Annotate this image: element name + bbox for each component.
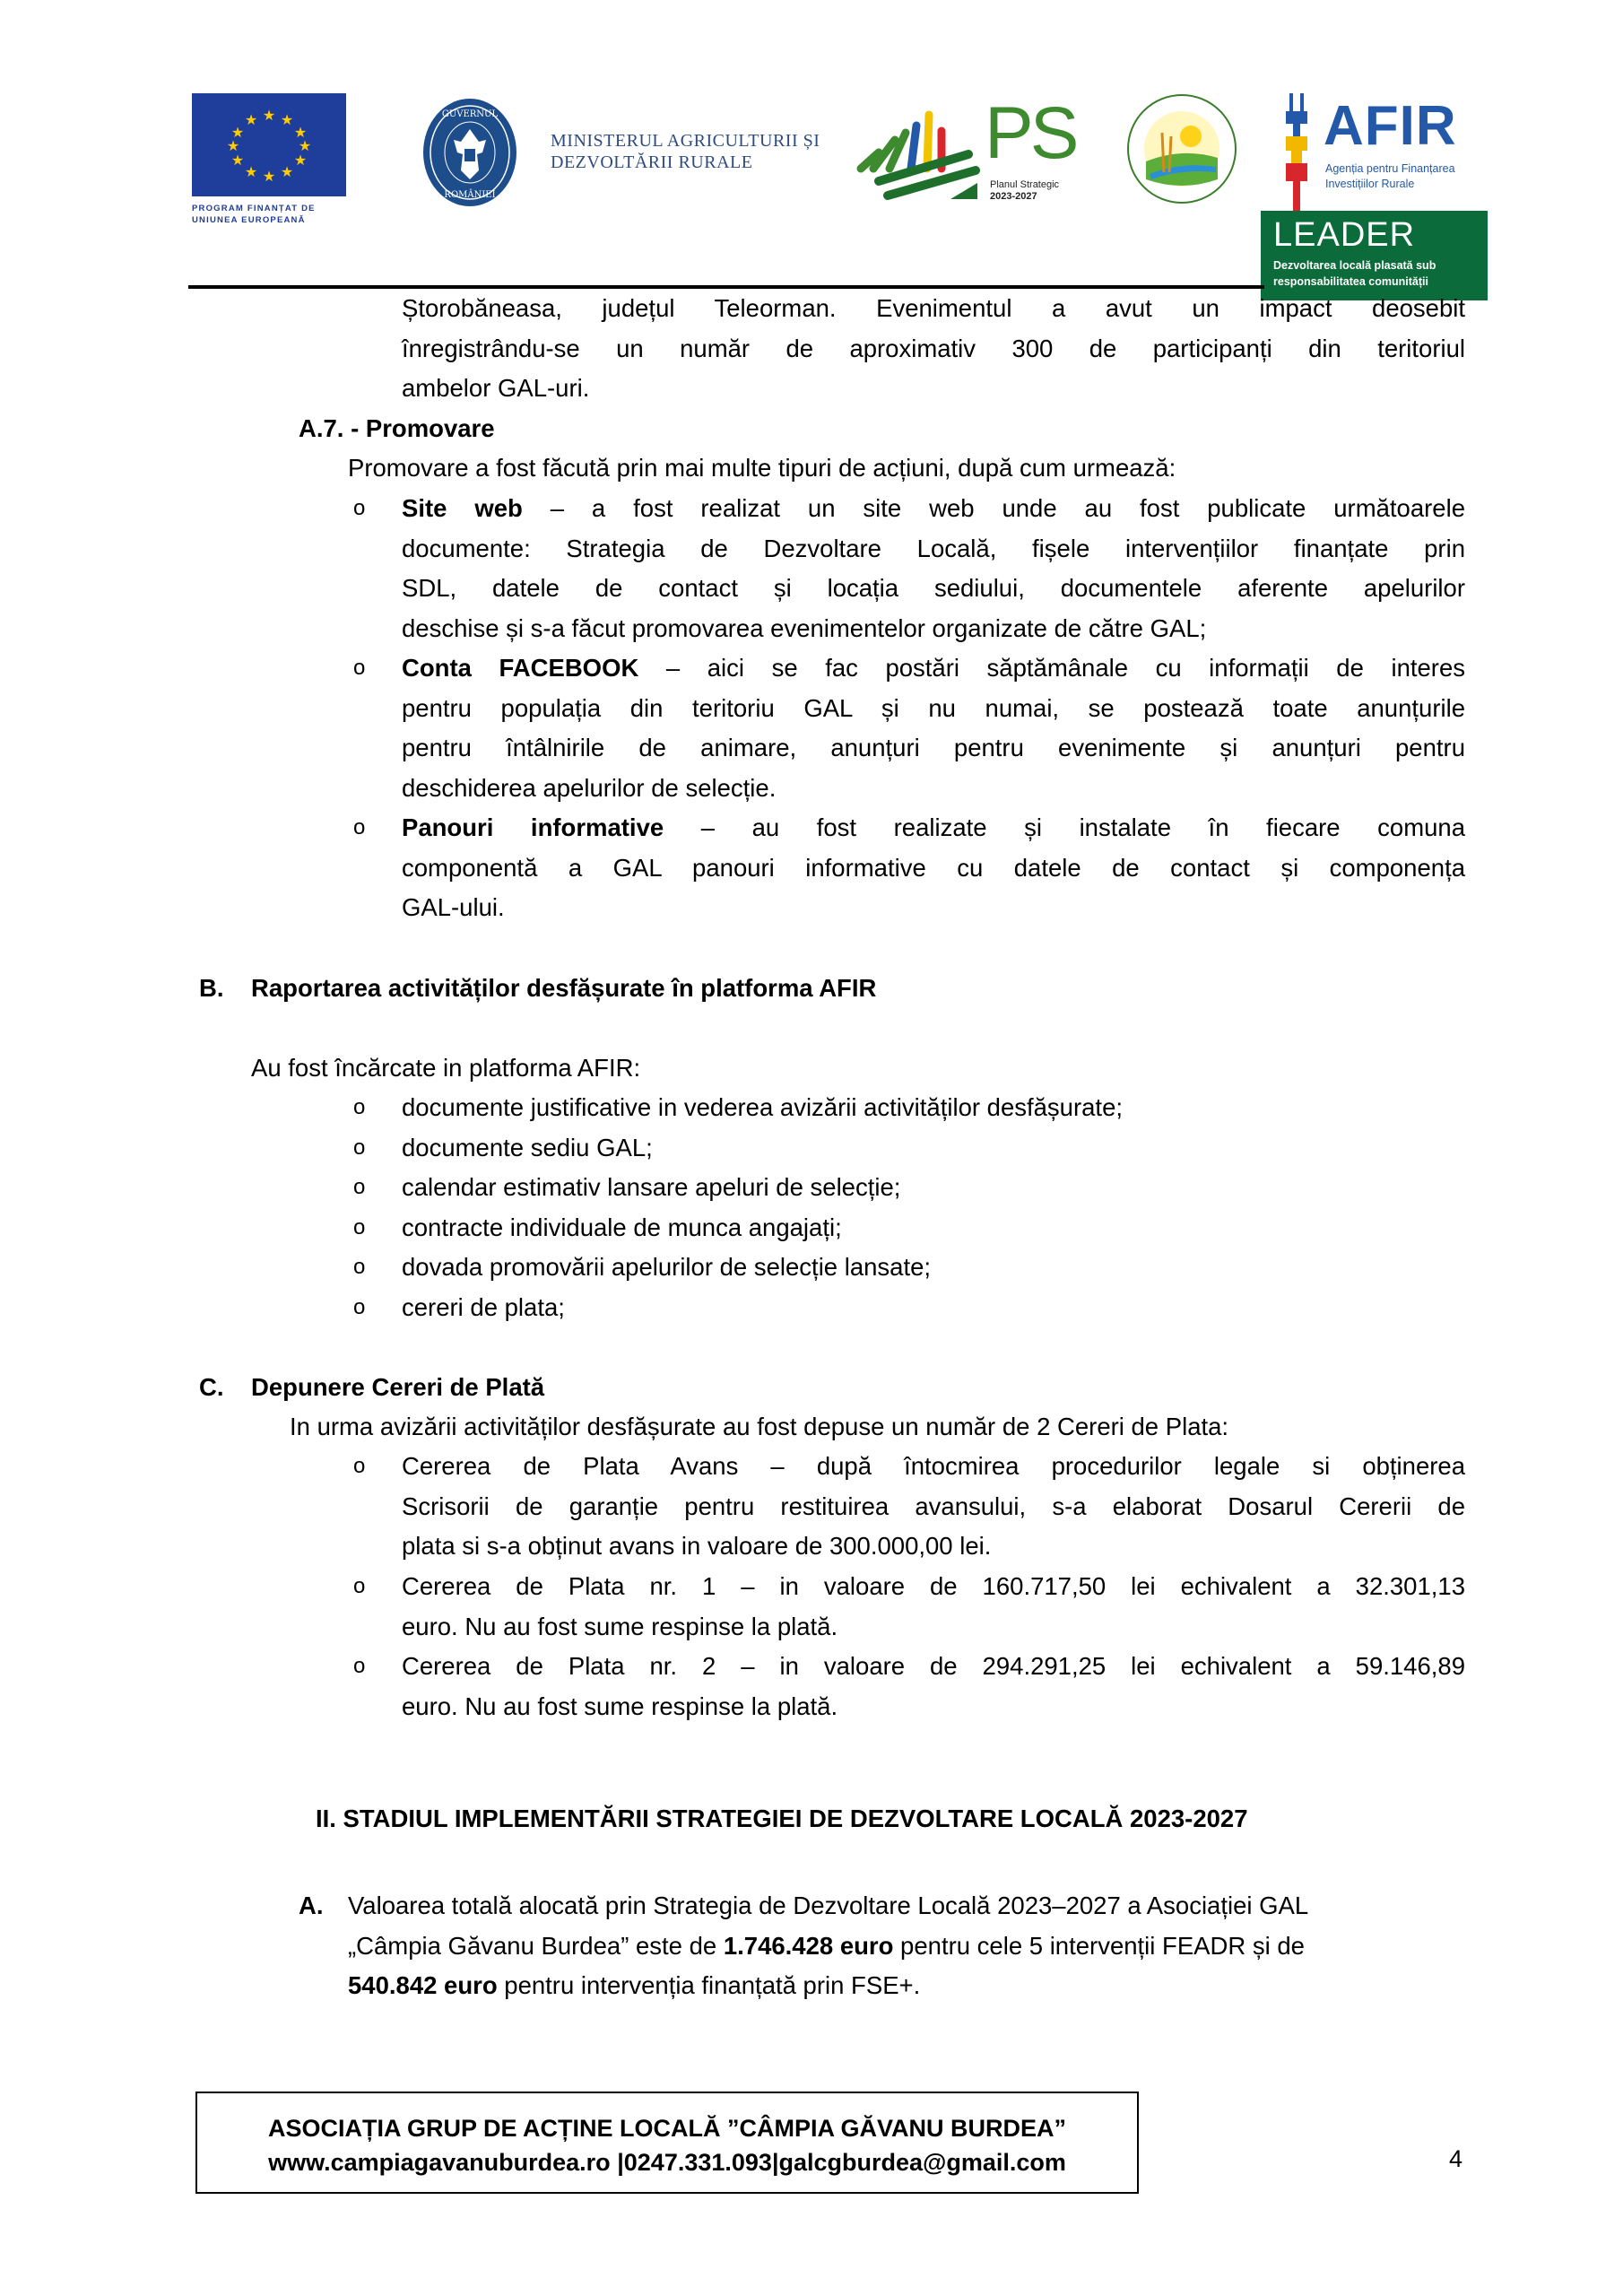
text-line: Cererea de Plata nr. 1 – in valoare de 160.717,50 lei echivalent a 32.301,13: [402, 1572, 1465, 1600]
ps-sub-line2: 2023-2027: [990, 191, 1037, 202]
separator: |: [617, 2149, 624, 2176]
text-line: înregistrându-se un număr de aproximativ 300 de participanți din teritoriul: [402, 334, 1465, 362]
list-item-facebook: [402, 648, 1465, 808]
text-line: Scrisorii de garanție pentru restituirea avansului, s-a elaborat Dosarul Cererii de: [402, 1492, 1465, 1520]
section-b-heading: Raportarea activităților desfășurate în platforma AFIR: [251, 974, 877, 1002]
eu-caption-line2: UNIUNEA EUROPEANĂ: [192, 215, 306, 225]
government-seal-logo: [421, 97, 518, 208]
section-ii-heading: II. STADIUL IMPLEMENTĂRII STRATEGIEI DE DEZVOLTARE LOCALĂ 2023-2027: [316, 1805, 1248, 1832]
list-item-text: contracte individuale de munca angajați;: [402, 1213, 842, 1241]
text-line: pentru întâlnirile de animare, anunțuri pentru evenimente și anunțuri pentru: [402, 734, 1465, 761]
section-b-letter: B.: [199, 974, 224, 1002]
text-line: ambelor GAL-uri.: [402, 374, 590, 402]
planul-strategic-logo: [852, 106, 986, 206]
text-line: Valoarea totală alocată prin Strategia de Dezvoltare Locală 2023–2027 a Asociației GAL: [348, 1892, 1309, 1919]
svg-text:GUVERNUL: GUVERNUL: [441, 109, 499, 119]
item-label: Panouri informative: [402, 813, 664, 841]
footer-email-link[interactable]: galcgburdea@gmail.com: [778, 2149, 1066, 2176]
fse-amount: 540.842 euro: [348, 1971, 498, 1999]
text-line: [348, 1966, 1465, 2006]
bullet-icon: o: [353, 1654, 366, 1678]
text-line: SDL, datele de contact și locația sediului, documentele aferente apelurilor: [402, 574, 1465, 602]
ps-sub-line1: Planul Strategic: [990, 179, 1060, 190]
afir-sub-line2: Investițiilor Rurale: [1325, 178, 1415, 190]
list-item-cerere-1: [402, 1567, 1465, 1647]
svg-text:★: ★: [262, 107, 276, 124]
section-c-intro: In urma avizării activităților desfășurate au fost depuse un număr de 2 Cereri de Plata:: [290, 1413, 1229, 1440]
list-item-text: documente justificative in vederea avizării activităților desfășurate;: [402, 1093, 1123, 1121]
afir-mark-icon: [1284, 93, 1309, 212]
text-span: „Câmpia Găvanu Burdea” este de: [348, 1931, 724, 1960]
bullet-icon: o: [353, 1095, 366, 1119]
item-text: – a fost realizat un site web unde au fost publicate următoarele: [522, 494, 1465, 522]
bullet-icon: o: [353, 496, 366, 520]
item-label: Conta FACEBOOK: [402, 654, 639, 682]
text-line: Cererea de Plata nr. 2 – in valoare de 294.291,25 lei echivalent a 59.146,89: [402, 1652, 1465, 1680]
bullet-icon: o: [353, 1135, 366, 1160]
list-item-text: dovada promovării apelurilor de selecție lansate;: [402, 1253, 932, 1281]
text-line: componentă a GAL panouri informative cu datele de contact și componența: [402, 853, 1465, 882]
section-ii-a-paragraph: [348, 1886, 1465, 2006]
section-a7-heading: A.7. - Promovare: [299, 414, 495, 442]
separator: |: [771, 2149, 779, 2176]
afir-title: AFIR: [1324, 95, 1457, 157]
footer-org-name: ASOCIAȚIA GRUP DE ACȚINE LOCALĂ ”CÂMPIA GĂVANU BURDEA”: [267, 2115, 1066, 2142]
afir-sub-line1: Agenția pentru Finanțarea: [1325, 162, 1455, 175]
text-line: [348, 1926, 1465, 1967]
ministry-name: [551, 130, 820, 173]
svg-text:★: ★: [280, 163, 294, 180]
section-a7-intro: Promovare a fost făcută prin mai multe tipuri de acțiuni, după cum urmează:: [348, 454, 1176, 482]
section-c-heading: Depunere Cereri de Plată: [251, 1373, 545, 1401]
section-ii-a-letter: A.: [299, 1892, 324, 1919]
page-number: 4: [1449, 2145, 1463, 2172]
svg-text:★: ★: [244, 111, 258, 128]
list-item-panouri: [402, 808, 1465, 928]
ps-letters: PS: [985, 92, 1076, 174]
svg-text:★: ★: [230, 152, 245, 169]
feadr-amount: 1.746.428 euro: [723, 1931, 894, 1960]
list-item-site-web: [402, 489, 1465, 648]
list-item-text: cereri de plata;: [402, 1292, 565, 1321]
section-b-intro: Au fost încărcate in platforma AFIR:: [251, 1054, 641, 1082]
eu-caption: [192, 203, 346, 226]
text-span: pentru cele 5 intervenții FEADR și de: [893, 1931, 1305, 1960]
text-line: euro. Nu au fost sume respinse la plată.: [402, 1612, 838, 1640]
svg-text:★: ★: [293, 124, 308, 141]
text-line: GAL-ului.: [402, 893, 505, 921]
text-line: [402, 648, 1465, 689]
svg-text:★: ★: [230, 124, 245, 141]
bullet-icon: o: [353, 1255, 366, 1279]
eu-flag-logo: [192, 93, 346, 196]
ministry-line2: DEZVOLTĂRII RURALE: [551, 152, 753, 172]
bullet-icon: o: [353, 815, 366, 839]
text-line: [402, 489, 1465, 529]
bullet-icon: o: [353, 1294, 366, 1319]
eu-caption-line1: PROGRAM FINANȚAT DE: [192, 204, 316, 213]
list-item-text: calendar estimativ lansare apeluri de selecție;: [402, 1173, 901, 1201]
bullet-icon: o: [353, 1574, 366, 1598]
item-text: – au fost realizate și instalate în fiecare comuna: [664, 813, 1465, 841]
eu-stars-icon: [192, 93, 346, 196]
leader-subtitle: [1273, 257, 1436, 290]
continuation-paragraph: [402, 289, 1465, 409]
ps-stripes-icon: [852, 106, 986, 206]
item-label: Site web: [402, 494, 523, 522]
romania-coat-of-arms-icon: [421, 97, 518, 208]
leader-title: LEADER: [1273, 216, 1416, 254]
text-line: Cererea de Plata Avans – după întocmirea procedurilor legale si obținerea: [402, 1452, 1465, 1480]
list-item-cerere-2: [402, 1647, 1465, 1726]
svg-text:★: ★: [293, 152, 308, 169]
bullet-icon: o: [353, 1175, 366, 1199]
text-line: euro. Nu au fost sume respinse la plată.: [402, 1692, 838, 1720]
svg-text:★: ★: [226, 137, 240, 154]
ministry-line1: MINISTERUL AGRICULTURII ȘI: [551, 131, 820, 151]
text-line: deschise și s-a făcut promovarea evenimentelor organizate de către GAL;: [402, 613, 1207, 642]
text-span: pentru intervenția finanțată prin FSE+.: [497, 1971, 921, 1999]
text-line: Ștorobăneasa, județul Teleorman. Evenimentul a avut un impact deosebit: [402, 294, 1465, 322]
gal-sun-field-icon: [1126, 93, 1237, 204]
list-item-text: documente sediu GAL;: [402, 1133, 653, 1161]
footer-website-link[interactable]: www.campiagavanuburdea.ro: [268, 2149, 611, 2176]
leader-sub-line1: Dezvoltarea locală plasată sub: [1273, 259, 1436, 272]
footer-contact-box: [195, 2092, 1139, 2194]
leader-sub-line2: responsabilitatea comunității: [1273, 275, 1428, 288]
svg-text:★: ★: [262, 168, 276, 185]
footer-contact-line: [197, 2147, 1137, 2178]
ps-subtitle: [990, 179, 1059, 203]
svg-text:ROMÂNIEI: ROMÂNIEI: [444, 190, 496, 200]
item-text: – aici se fac postări săptămânale cu informații de interes: [638, 654, 1466, 682]
gal-campia-gavanu-burdea-logo: [1126, 93, 1237, 204]
text-line: documente: Strategia de Dezvoltare Locală, fișele intervențiilor finanțate prin: [402, 534, 1465, 562]
svg-text:★: ★: [244, 163, 258, 180]
text-line: pentru populația din teritoriu GAL și nu numai, se postează toate anunțurile: [402, 693, 1465, 722]
text-line: plata si s-a obținut avans in valoare de 300.000,00 lei.: [402, 1532, 992, 1560]
list-item-cerere-avans: [402, 1447, 1465, 1567]
afir-subtitle: [1325, 161, 1455, 192]
text-line: [402, 808, 1465, 848]
svg-text:★: ★: [280, 111, 294, 128]
bullet-icon: o: [353, 1454, 366, 1478]
text-line: deschiderea apelurilor de selecție.: [402, 773, 777, 802]
svg-text:★: ★: [298, 137, 312, 154]
bullet-icon: o: [353, 656, 366, 680]
section-c-letter: C.: [199, 1373, 224, 1401]
bullet-icon: o: [353, 1214, 366, 1239]
footer-phone: 0247.331.093: [623, 2149, 772, 2176]
leader-badge: [1261, 211, 1488, 300]
